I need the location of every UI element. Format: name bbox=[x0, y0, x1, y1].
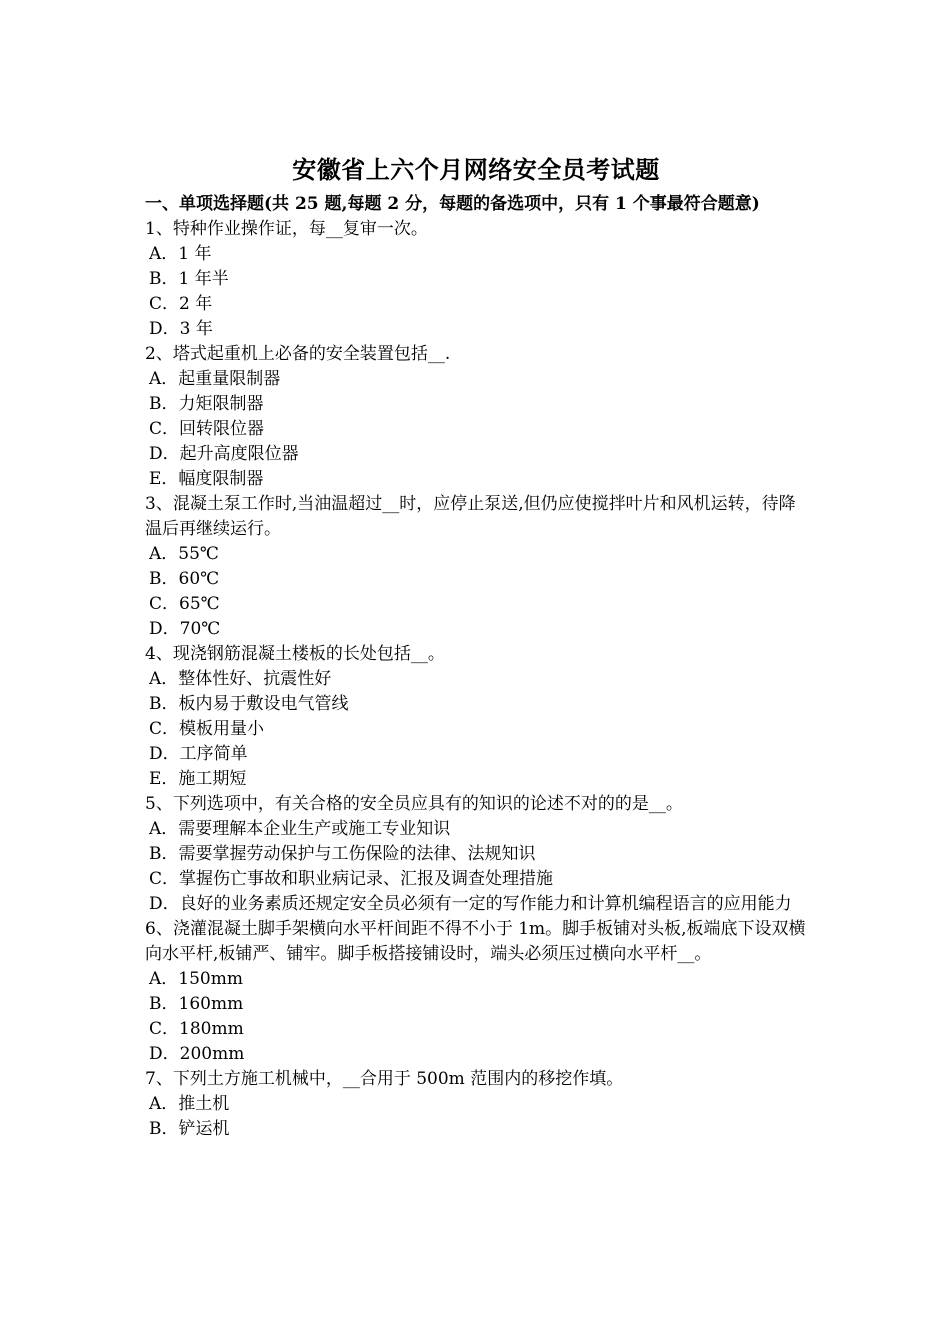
option-text: 推土机 bbox=[178, 1094, 230, 1114]
question-stem: 4、现浇钢筋混凝土楼板的长处包括__。 bbox=[145, 644, 445, 664]
option-text: 65℃ bbox=[179, 594, 220, 614]
answer-option bbox=[145, 892, 807, 917]
answer-option bbox=[145, 442, 807, 467]
question-stem: 5、下列选项中，有关合格的安全员应具有的知识的论述不对的的是__。 bbox=[145, 794, 683, 814]
option-text: 起重量限制器 bbox=[178, 369, 281, 389]
option-letter: D． bbox=[149, 444, 180, 464]
question-block bbox=[145, 492, 807, 642]
option-text: 160mm bbox=[178, 994, 244, 1014]
option-letter: C． bbox=[149, 594, 180, 614]
answer-option bbox=[145, 392, 807, 417]
option-text: 1 年 bbox=[178, 244, 212, 264]
question-stem: 1、特种作业操作证，每__复审一次。 bbox=[145, 219, 428, 239]
answer-option bbox=[145, 717, 807, 742]
answer-option bbox=[145, 292, 807, 317]
option-text: 铲运机 bbox=[178, 1119, 230, 1139]
option-letter: B． bbox=[149, 569, 179, 589]
option-text: 板内易于敷设电气管线 bbox=[178, 694, 349, 714]
option-text: 起升高度限位器 bbox=[179, 444, 299, 464]
option-text: 需要理解本企业生产或施工专业知识 bbox=[178, 819, 451, 839]
answer-option bbox=[145, 617, 807, 642]
option-letter: B． bbox=[149, 994, 179, 1014]
answer-option bbox=[145, 567, 807, 592]
question-stem: 2、塔式起重机上必备的安全装置包括__. bbox=[145, 344, 451, 364]
option-letter: B． bbox=[149, 694, 179, 714]
answer-option bbox=[145, 317, 807, 342]
answer-option bbox=[145, 742, 807, 767]
option-text: 2 年 bbox=[179, 294, 213, 314]
answer-option bbox=[145, 1042, 807, 1067]
option-text: 70℃ bbox=[179, 619, 221, 639]
option-letter: C． bbox=[149, 294, 180, 314]
option-text: 55℃ bbox=[178, 544, 219, 564]
question-block bbox=[145, 917, 807, 1067]
answer-option bbox=[145, 467, 807, 492]
option-text: 回转限位器 bbox=[179, 419, 265, 439]
option-text: 3 年 bbox=[179, 319, 213, 339]
document-page bbox=[145, 150, 807, 1142]
option-text: 1 年半 bbox=[178, 269, 229, 289]
option-text: 整体性好、抗震性好 bbox=[178, 669, 332, 689]
option-letter: B． bbox=[149, 844, 179, 864]
answer-option bbox=[145, 592, 807, 617]
question-list bbox=[145, 217, 807, 1142]
question-block bbox=[145, 1067, 807, 1142]
answer-option bbox=[145, 267, 807, 292]
option-letter: E． bbox=[149, 469, 179, 489]
answer-option bbox=[145, 667, 807, 692]
option-letter: C． bbox=[149, 419, 180, 439]
question-block bbox=[145, 792, 807, 917]
option-letter: D． bbox=[149, 894, 180, 914]
option-letter: B． bbox=[149, 1119, 179, 1139]
question-block bbox=[145, 342, 807, 492]
option-letter: A． bbox=[149, 369, 179, 389]
option-text: 工序简单 bbox=[179, 744, 248, 764]
option-text: 幅度限制器 bbox=[178, 469, 264, 489]
option-text: 60℃ bbox=[178, 569, 220, 589]
document-title: 安徽省上六个月网络安全员考试题 bbox=[292, 155, 660, 184]
option-letter: C． bbox=[149, 719, 180, 739]
option-letter: A． bbox=[149, 669, 179, 689]
option-letter: B． bbox=[149, 269, 179, 289]
answer-option bbox=[145, 967, 807, 992]
option-letter: A． bbox=[149, 1094, 179, 1114]
answer-option bbox=[145, 1117, 807, 1142]
option-letter: D． bbox=[149, 744, 180, 764]
answer-option bbox=[145, 867, 807, 892]
option-text: 150mm bbox=[178, 969, 243, 989]
question-stem: 6、浇灌混凝土脚手架横向水平杆间距不得不小于 1m。脚手板铺对头板,板端底下设双横向水平杆,板铺严、铺牢。脚手板搭接铺设时，端头必须压过横向水平杆__。 bbox=[145, 919, 806, 964]
option-text: 良好的业务素质还规定安全员必须有一定的写作能力和计算机编程语言的应用能力 bbox=[179, 894, 792, 914]
option-text: 力矩限制器 bbox=[178, 394, 264, 414]
question-stem: 7、下列土方施工机械中，__合用于 500m 范围内的移挖作填。 bbox=[145, 1069, 624, 1089]
answer-option bbox=[145, 992, 807, 1017]
option-text: 200mm bbox=[179, 1044, 245, 1064]
question-block bbox=[145, 642, 807, 792]
option-text: 180mm bbox=[179, 1019, 244, 1039]
answer-option bbox=[145, 242, 807, 267]
answer-option bbox=[145, 417, 807, 442]
option-text: 掌握伤亡事故和职业病记录、汇报及调查处理措施 bbox=[179, 869, 554, 889]
option-letter: A． bbox=[149, 544, 179, 564]
question-block bbox=[145, 217, 807, 342]
option-letter: C． bbox=[149, 1019, 180, 1039]
section-heading: 一、单项选择题(共 25 题,每题 2 分，每题的备选项中，只有 1 个事最符合题意) bbox=[145, 194, 760, 214]
option-letter: C． bbox=[149, 869, 180, 889]
option-letter: D． bbox=[149, 1044, 180, 1064]
option-text: 模板用量小 bbox=[179, 719, 265, 739]
answer-option bbox=[145, 817, 807, 842]
answer-option bbox=[145, 542, 807, 567]
option-letter: E． bbox=[149, 769, 179, 789]
answer-option bbox=[145, 692, 807, 717]
option-letter: A． bbox=[149, 244, 179, 264]
option-letter: D． bbox=[149, 619, 180, 639]
question-stem: 3、混凝土泵工作时,当油温超过__时，应停止泵送,但仍应使搅拌叶片和风机运转，待降温后再继续运行。 bbox=[145, 494, 796, 539]
answer-option bbox=[145, 842, 807, 867]
answer-option bbox=[145, 767, 807, 792]
option-letter: B． bbox=[149, 394, 179, 414]
answer-option bbox=[145, 1092, 807, 1117]
answer-option bbox=[145, 1017, 807, 1042]
option-text: 需要掌握劳动保护与工伤保险的法律、法规知识 bbox=[178, 844, 536, 864]
option-letter: A． bbox=[149, 969, 179, 989]
answer-option bbox=[145, 367, 807, 392]
option-letter: A． bbox=[149, 819, 179, 839]
option-text: 施工期短 bbox=[178, 769, 247, 789]
option-letter: D． bbox=[149, 319, 180, 339]
